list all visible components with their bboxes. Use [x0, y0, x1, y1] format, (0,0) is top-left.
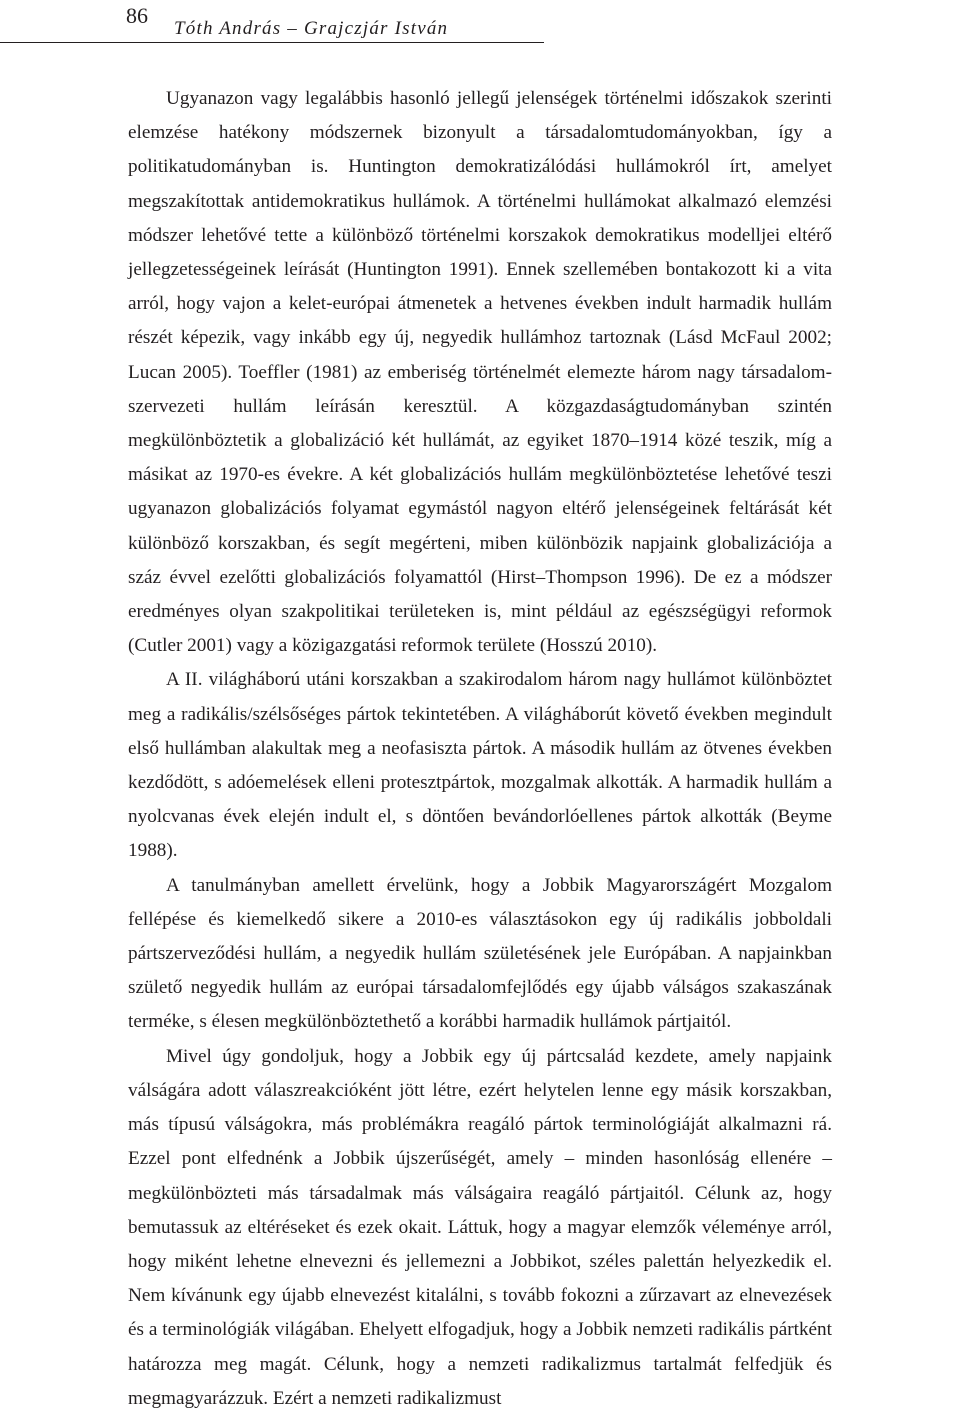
header-rule	[0, 42, 544, 43]
paragraph-2: A II. világháború utáni korszakban a szakirodalom három nagy hullámot különböztet meg a radikális/szélsőséges pártok tekintetében. A világháborút követő években megindult első hullámban alakultak meg a neofasiszta pártok. A második hullám az ötvenes években kezdődött, s adóemelések elleni protesztpártok, mozgalmak alkották. A harmadik hullám a nyolcvanas évek elején indult el, s döntően bevándorlóellenes pártok alkották (Beyme 1988).	[128, 669, 832, 862]
paragraph-1: Ugyanazon vagy legalábbis hasonló jellegű jelenségek történelmi időszakok szerinti elemzése hatékony módszernek bizonyult a társadalomtudományokban, így a politikatudományban is. Huntington demokratizálódási hullámokról írt, amelyet megszakítottak antidemokratikus hullámok. A történelmi hullámokat alkalmazó elemzési módszer lehetővé tette a különböző történelmi korszakok demokratikus modelljei eltérő jellegzetességeinek leírását (Huntington 1991). Ennek szellemében bontakozott ki a vita arról, hogy vajon a kelet-európai átmenetek a hetvenes években indult harmadik hullám részét képezik, vagy inkább egy új, negyedik hullámhoz tartoznak (Lásd McFaul 2002; Lucan 2005). Toeffler (1981) az emberiség történelmét elemezte három nagy társadalom-szervezeti hullám leírásán keresztül. A közgazdaságtudományban szintén megkülönböztetik a globalizáció két hullámát, az egyiket 1870–1914 közé teszik, míg a másikat az 1970-es évekre. A két globalizációs hullám megkülönböztetése lehetővé teszi ugyanazon globalizációs folyamat egymástól nagyon eltérő jelenségeinek feltárását két különböző korszakban, és segít megérteni, miben különbözik napjaink globalizációja a száz évvel ezelőtti globalizációs folyamattól (Hirst–Thompson 1996). De ez a módszer eredményes olyan szakpolitikai területeken is, mint például az egészségügyi reformok (Cutler 2001) vagy a közigazgatási reformok területe (Hosszú 2010).	[128, 88, 832, 657]
paragraph-3: A tanulmányban amellett érvelünk, hogy a Jobbik Magyarországért Mozgalom fellépése és kiemelkedő sikere a 2010-es választásokon egy új radikális jobboldali pártszerveződési hullám, a negyedik hullám születésének jele Európában. A napjainkban születő negyedik hullám az európai társadalomfejlődés egy újabb válságos szakaszának terméke, s élesen megkülönböztethető a korábbi harmadik hullámok pártjaitól.	[128, 874, 832, 1033]
running-head: Tóth András – Grajczjár István	[174, 18, 449, 39]
paragraph-4: Mivel úgy gondoljuk, hogy a Jobbik egy új pártcsalád kezdete, amely napjaink válságára adott válaszreakcióként jött létre, ezért helytelen lenne egy másik korszakban, más típusú válságokra, más problémákra reagáló pártok terminológiáját alkalmazni rá. Ezzel pont elfednénk a Jobbik újszerűségét, amely – minden hasonlóság ellenére – megkülönbözteti más társadalmak más válságaira reagáló pártjaitól. Célunk az, hogy bemutassuk az eltéréseket és ezek okait. Láttuk, hogy a magyar elemzők véleménye arról, hogy miként lehetne elnevezni és jellemezni a Jobbikot, széles palettán helyezkedik el. Nem kívánunk egy újabb elnevezést kitalálni, s tovább fokozni a zűrzavart az elnevezések és a terminológiák világában. Ehelyett elfogadjuk, hogy a Jobbik nemzeti radikális pártként határozza meg magát. Célunk, hogy a nemzeti radikalizmus tartalmát felfedjük és megmagyarázzuk. Ezért a nemzeti radikalizmust	[128, 1045, 832, 1409]
body-text	[128, 82, 832, 1416]
page-number: 86	[126, 3, 148, 28]
